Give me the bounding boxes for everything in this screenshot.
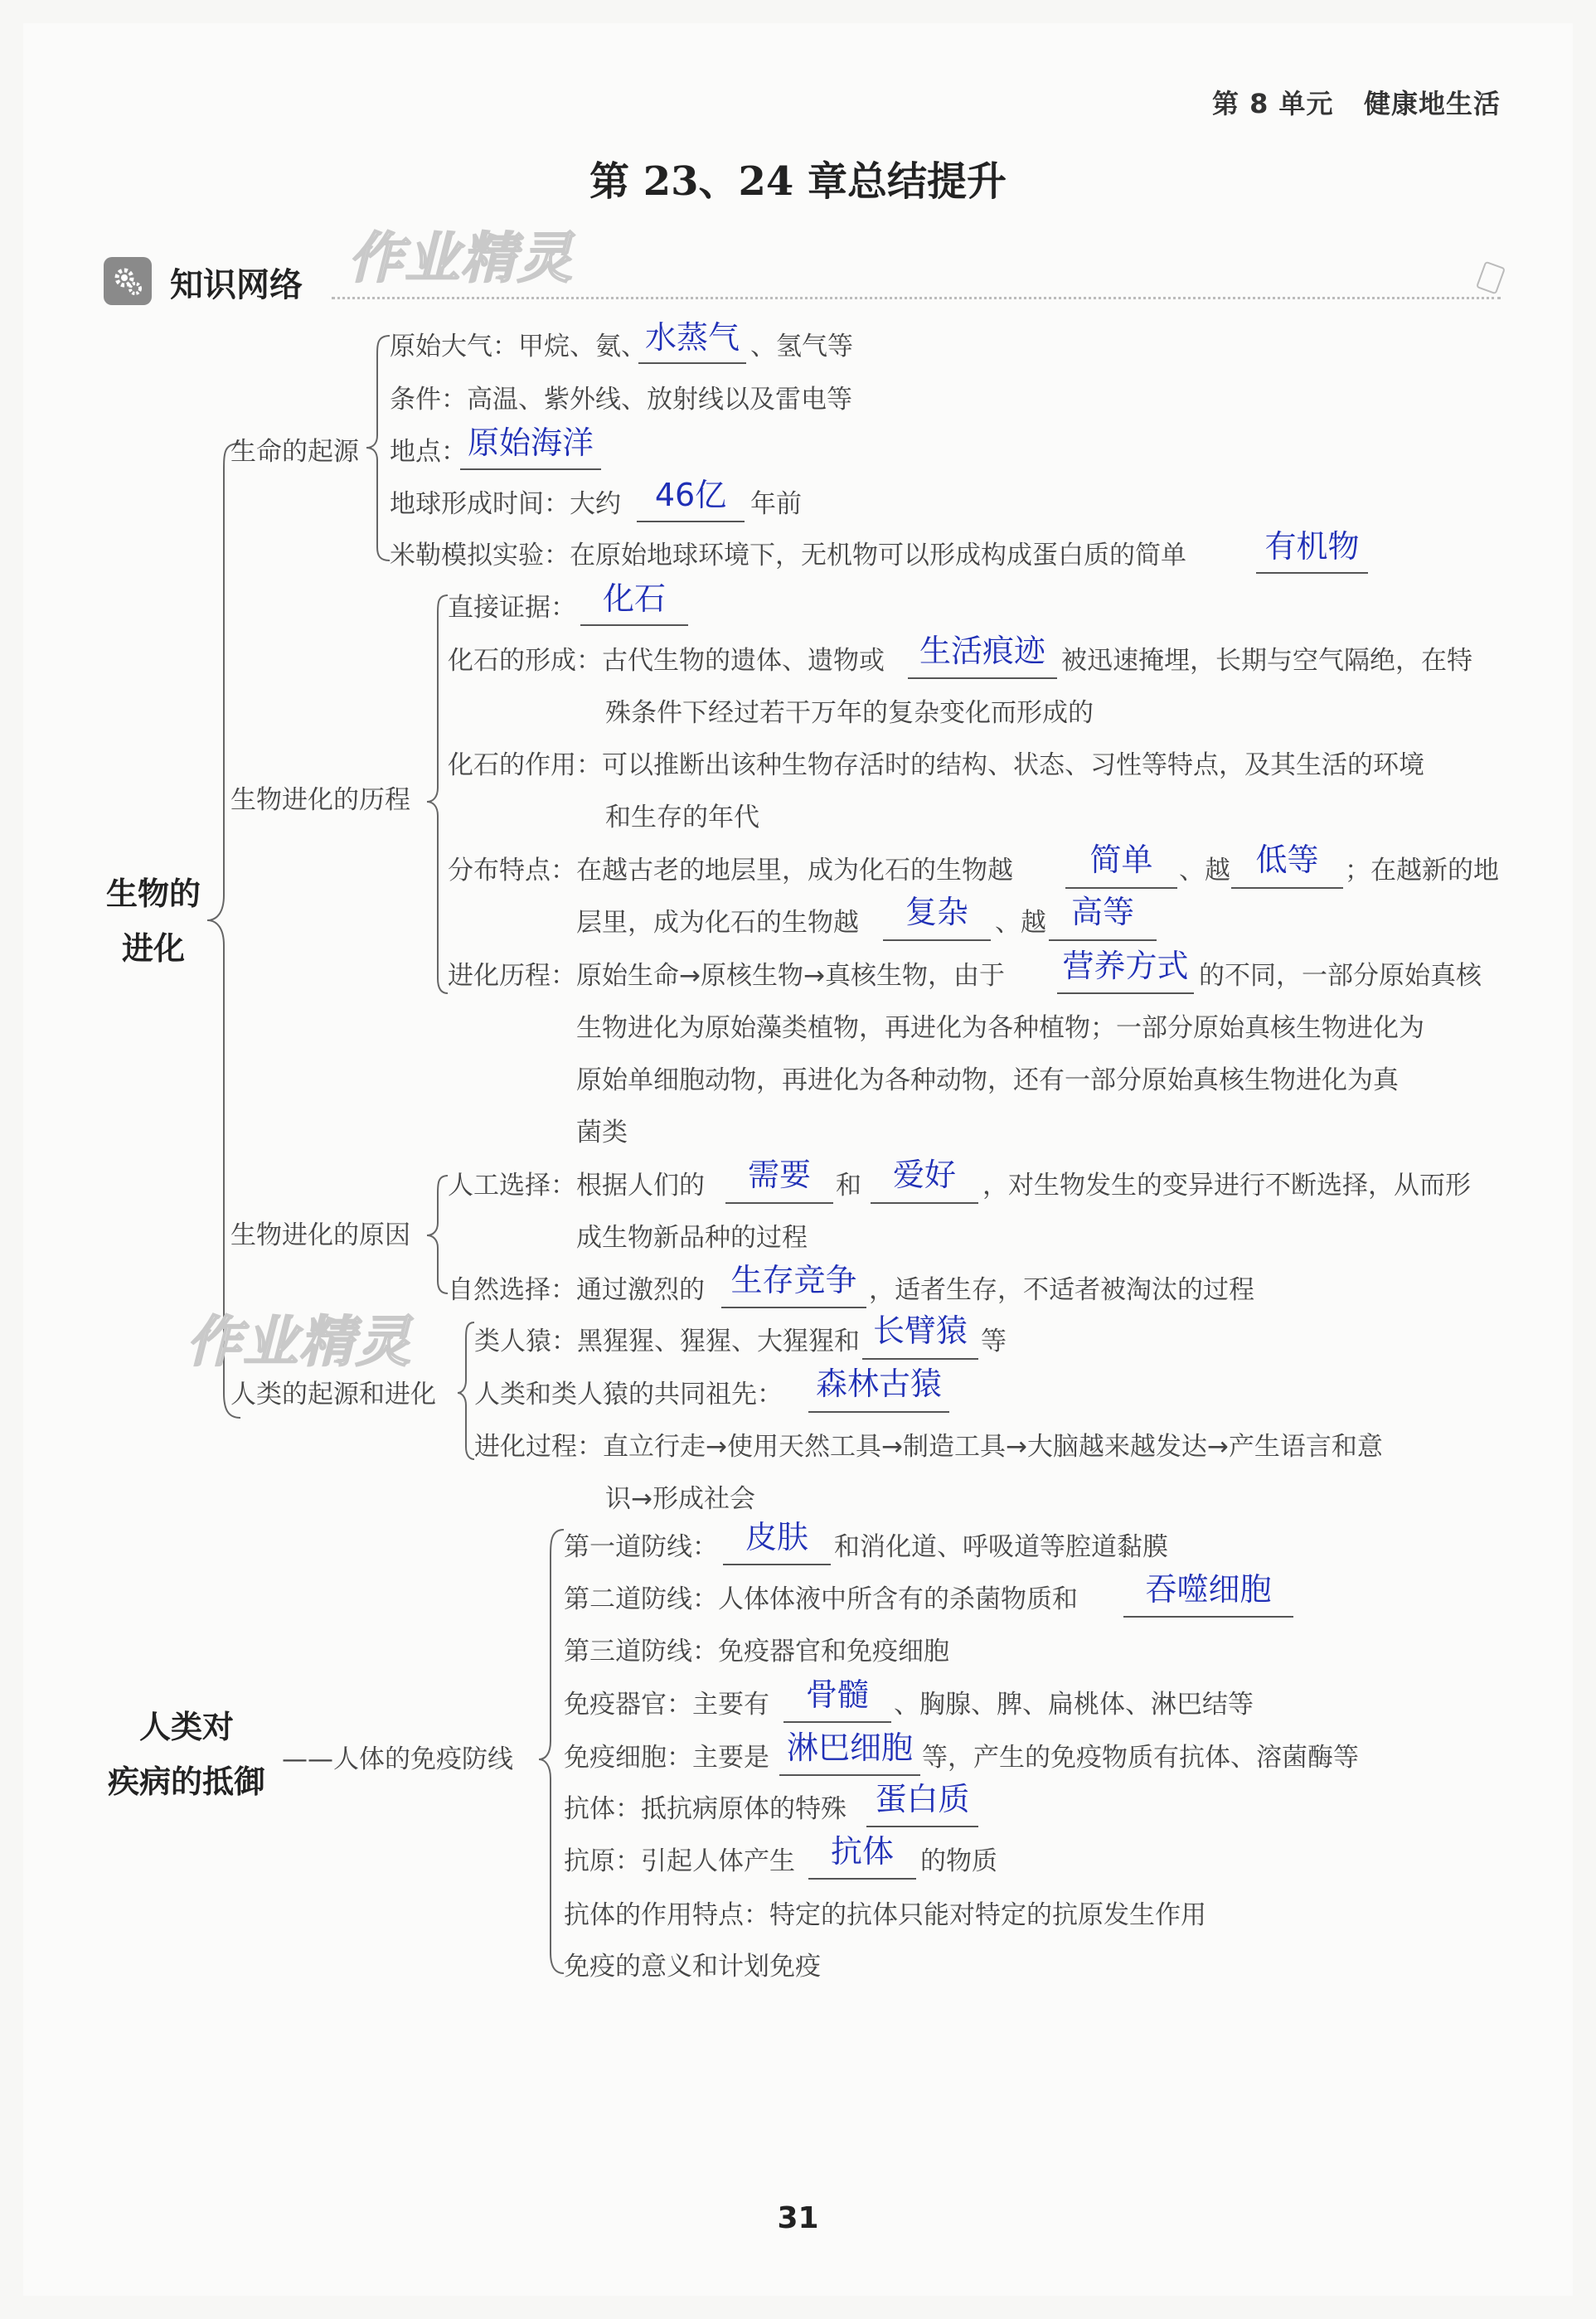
answer-artificial-2: 爱好 <box>892 1157 956 1193</box>
origin-atmosphere-b: 、氢气等 <box>750 332 853 361</box>
answer-blank <box>783 1721 891 1723</box>
origin-place: 地点： <box>390 437 467 467</box>
cause-artificial-c: ，对生物发生的变异进行不断选择，从而形 <box>982 1171 1471 1201</box>
cause-artificial-d: 成生物新品种的过程 <box>576 1223 808 1253</box>
page-number: 31 <box>777 2201 819 2235</box>
answer-time: 46亿 <box>654 477 727 513</box>
immunity-label-line2: 疾病的抵御 <box>107 1763 265 1800</box>
answer-line1: 皮肤 <box>745 1519 808 1555</box>
process-dist-a: 分布特点：在越古老的地层里，成为化石的生物越 <box>448 856 1013 885</box>
immunity-line1-b: 和消化道、呼吸道等腔道黏膜 <box>834 1532 1168 1562</box>
human-ancestor-a: 人类和类人猿的共同祖先： <box>474 1380 783 1409</box>
watermark: 作业精灵 <box>187 1310 412 1374</box>
immunity-cell-b: 等，产生的免疫物质有抗体、溶菌酶等 <box>922 1743 1359 1773</box>
immunity-antigen-b: 的物质 <box>920 1846 997 1876</box>
process-direct: 直接证据： <box>448 593 576 623</box>
human-evolution-a: 进化过程：直立行走→使用天然工具→制造工具→大脑越来越发达→产生语言和意 <box>474 1432 1383 1462</box>
process-use-b: 和生存的年代 <box>605 803 759 832</box>
answer-miller: 有机物 <box>1264 528 1360 565</box>
immunity-organ-a: 免疫器官：主要有 <box>564 1690 769 1720</box>
answer-artificial-1: 需要 <box>747 1157 811 1193</box>
unit-title: 健康地生活 <box>1363 88 1501 119</box>
origin-conditions: 条件：高温、紫外线、放射线以及雷电等 <box>390 385 852 415</box>
cause-label: 生物进化的原因 <box>230 1220 410 1250</box>
human-ape-b: 等 <box>981 1327 1007 1356</box>
answer-dist-3: 复杂 <box>905 894 968 930</box>
answer-atmosphere: 水蒸气 <box>644 319 740 356</box>
answer-blank <box>725 1202 833 1204</box>
evolution-label-line1: 生物的 <box>105 875 201 912</box>
immunity-feature: 抗体的作用特点：特定的抗体只能对特定的抗原发生作用 <box>564 1900 1206 1930</box>
immunity-antibody-a: 抗体：抵抗病原体的特殊 <box>564 1794 847 1824</box>
evolution-label-line2: 进化 <box>121 929 185 967</box>
answer-blank <box>908 677 1057 679</box>
answer-organ: 骨髓 <box>805 1676 869 1713</box>
answer-blank <box>862 1358 978 1360</box>
answer-blank <box>1123 1616 1293 1618</box>
answer-antibody: 蛋白质 <box>875 1781 970 1817</box>
answer-place: 原始海洋 <box>467 425 594 461</box>
answer-blank <box>808 1878 916 1880</box>
process-dist-b: 、越 <box>1179 856 1230 885</box>
answer-blank <box>637 521 745 522</box>
answer-form: 生活痕迹 <box>919 633 1045 669</box>
answer-blank <box>1049 939 1157 941</box>
answer-blank <box>723 1564 831 1565</box>
answer-blank <box>580 624 688 626</box>
process-hist-e: 菌类 <box>576 1118 628 1147</box>
process-dist-e: 、越 <box>995 908 1046 938</box>
origin-time-a: 地球形成时间：大约 <box>390 489 621 519</box>
answer-blank <box>1065 887 1177 889</box>
answer-blank <box>866 1826 978 1827</box>
immunity-line2-a: 第二道防线：人体体液中所含有的杀菌物质和 <box>564 1584 1078 1614</box>
process-hist-a: 进化历程：原始生命→原核生物→真核生物，由于 <box>448 961 1005 991</box>
cause-natural-b: ，适者生存，不适者被淘汰的过程 <box>869 1275 1254 1305</box>
section-title: 知识网络 <box>170 266 303 304</box>
answer-dist-1: 简单 <box>1089 842 1153 878</box>
answer-blank <box>721 1307 866 1308</box>
immunity-organ-b: 、胸腺、脾、扁桃体、淋巴结等 <box>894 1690 1254 1720</box>
answer-blank <box>808 1411 949 1413</box>
immunity-label-line1: 人类对 <box>138 1708 234 1745</box>
immunity-line1-a: 第一道防线： <box>564 1532 718 1562</box>
page-title: 第 23、24 章总结提升 <box>589 158 1007 205</box>
immunity-label <box>83 1700 290 1809</box>
immunity-sub-label: ——人体的免疫防线 <box>282 1744 513 1774</box>
answer-dist-2: 低等 <box>1255 842 1319 878</box>
process-hist-c: 生物进化为原始藻类植物，再进化为各种植物；一部分原始真核生物进化为 <box>576 1013 1424 1043</box>
immunity-cell-a: 免疫细胞：主要是 <box>564 1743 769 1773</box>
answer-blank <box>779 1774 920 1776</box>
origin-label: 生命的起源 <box>230 437 359 467</box>
process-dist-d: 层里，成为化石的生物越 <box>576 908 859 938</box>
cause-artificial-a: 人工选择：根据人们的 <box>448 1171 705 1201</box>
answer-blank <box>1256 572 1368 574</box>
answer-cell: 淋巴细胞 <box>786 1730 913 1766</box>
process-form-b: 被迅速掩埋，长期与空气隔绝，在特 <box>1061 646 1472 676</box>
answer-natural: 生存竞争 <box>730 1262 857 1298</box>
immunity-antigen-a: 抗原：引起人体产生 <box>564 1846 795 1876</box>
origin-time-b: 年前 <box>750 489 802 519</box>
answer-blank <box>638 362 746 364</box>
immunity-meaning: 免疫的意义和计划免疫 <box>564 1952 821 1982</box>
answer-blank <box>871 1202 978 1204</box>
evolution-label <box>83 866 224 976</box>
process-dist-c: ；在越新的地 <box>1345 856 1499 885</box>
answer-dist-4: 高等 <box>1070 894 1134 930</box>
answer-blank <box>883 939 991 941</box>
origin-miller: 米勒模拟实验：在原始地球环境下，无机物可以形成构成蛋白质的简单 <box>390 541 1186 570</box>
answer-hist: 营养方式 <box>1062 948 1189 984</box>
process-use-a: 化石的作用：可以推断出该种生物存活时的结构、状态、习性等特点，及其生活的环境 <box>448 750 1424 780</box>
answer-blank <box>1057 992 1194 994</box>
human-label: 人类的起源和进化 <box>230 1380 436 1409</box>
origin-atmosphere-a: 原始大气：甲烷、氨、 <box>390 332 647 361</box>
cause-natural-a: 自然选择：通过激烈的 <box>448 1275 705 1305</box>
immunity-line3: 第三道防线：免疫器官和免疫细胞 <box>564 1637 949 1666</box>
process-form-c: 殊条件下经过若干万年的复杂变化而形成的 <box>605 698 1094 728</box>
watermark: 作业精灵 <box>348 226 574 290</box>
answer-blank <box>460 468 601 470</box>
human-ape-a: 类人猿：黑猩猩、猩猩、大猩猩和 <box>474 1327 860 1356</box>
answer-blank <box>1231 887 1343 889</box>
human-evolution-b: 识→形成社会 <box>605 1484 755 1514</box>
cause-artificial-b: 和 <box>836 1171 861 1201</box>
process-hist-b: 的不同，一部分原始真核 <box>1199 961 1482 991</box>
answer-antigen: 抗体 <box>830 1833 894 1870</box>
process-form-a: 化石的形成：古代生物的遗体、遗物或 <box>448 646 885 676</box>
answer-ape: 长臂猿 <box>872 1312 968 1349</box>
answer-ancestor: 森林古猿 <box>815 1366 942 1402</box>
process-label: 生物进化的历程 <box>230 785 410 815</box>
answer-line2: 吞噬细胞 <box>1145 1571 1272 1608</box>
answer-direct: 化石 <box>602 580 666 617</box>
process-hist-d: 原始单细胞动物，再进化为各种动物，还有一部分原始真核生物进化为真 <box>576 1065 1399 1095</box>
unit-number: 第 8 单元 <box>1212 88 1334 119</box>
